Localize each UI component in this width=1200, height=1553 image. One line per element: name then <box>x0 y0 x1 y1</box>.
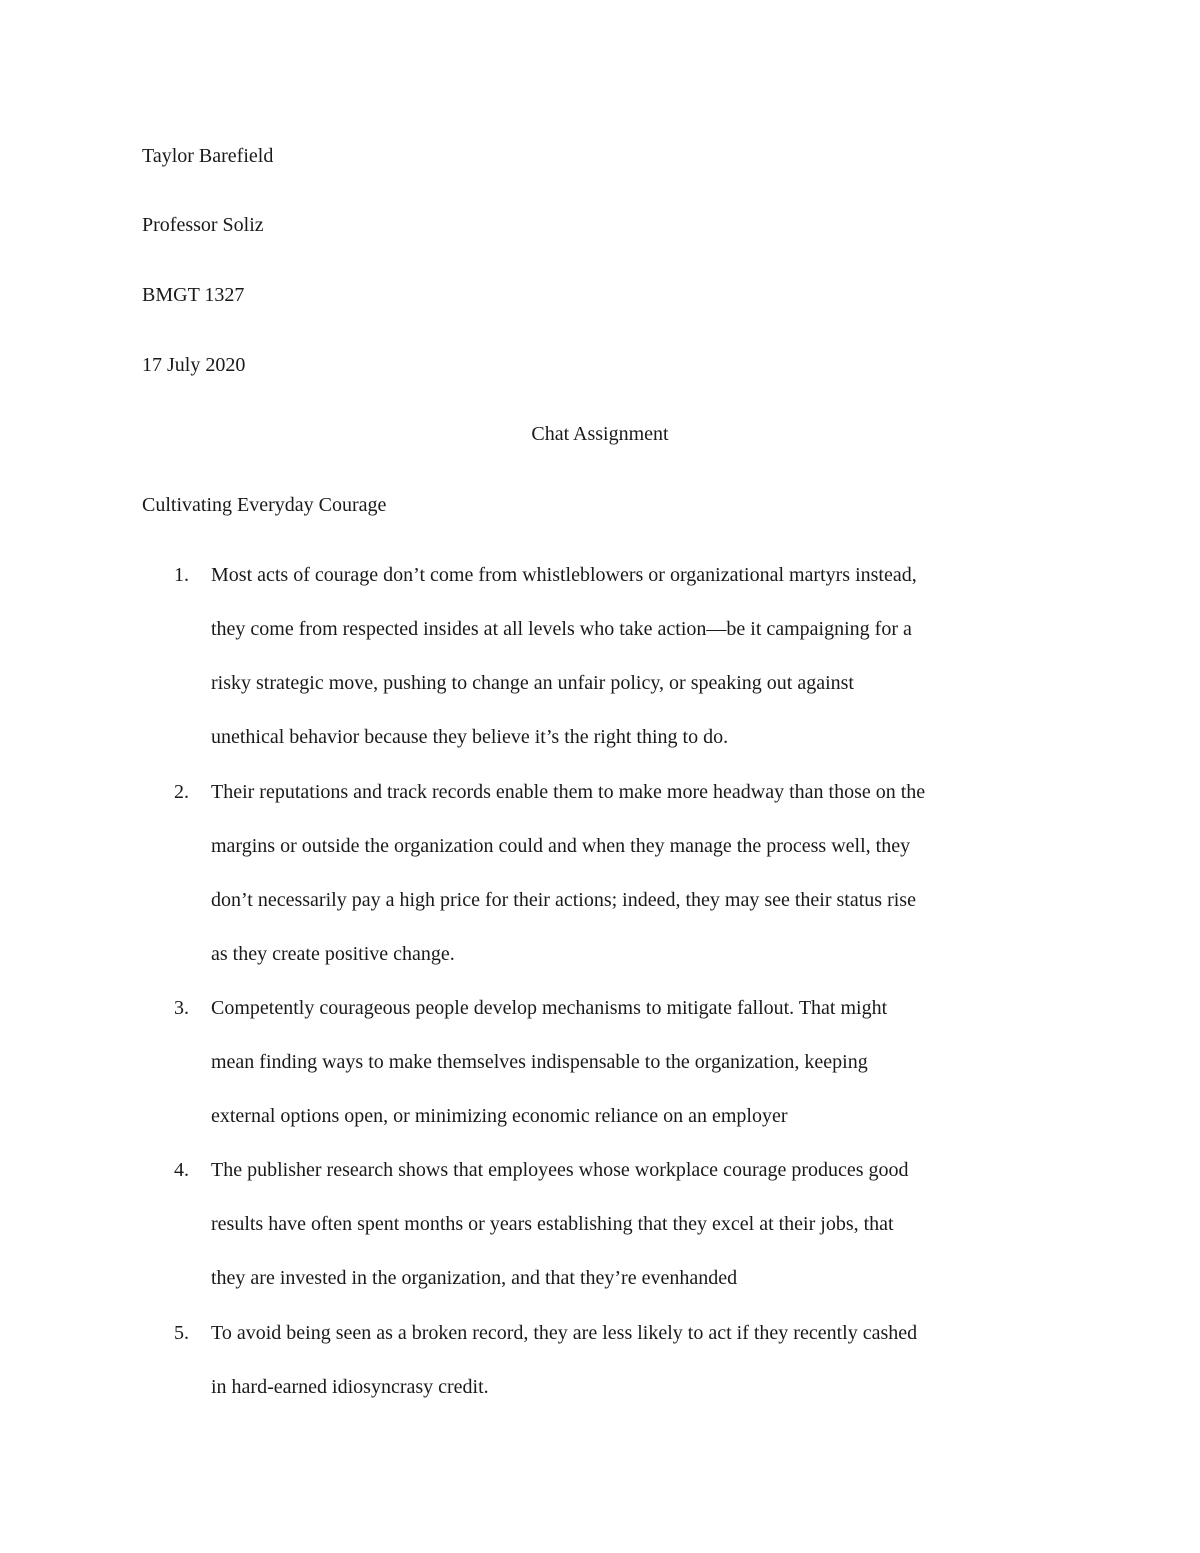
list-item-number: 1. <box>174 564 189 586</box>
list-item-line: results have often spent months or years establishing that they excel at their jobs, that <box>211 1213 894 1235</box>
document-title: Chat Assignment <box>531 423 669 445</box>
list-item-line: mean finding ways to make themselves indispensable to the organization, keeping <box>211 1051 868 1073</box>
list-item-line: To avoid being seen as a broken record, they are less likely to act if they recently cashed <box>211 1322 918 1344</box>
list-item-line: Their reputations and track records enable them to make more headway than those on the <box>211 781 926 803</box>
list-item-number: 3. <box>174 997 189 1019</box>
list-item-number: 5. <box>174 1322 189 1344</box>
list-item-line: The publisher research shows that employees whose workplace courage produces good <box>211 1159 909 1181</box>
list-item-number: 4. <box>174 1159 189 1181</box>
list-item-number: 2. <box>174 781 189 803</box>
list-item-line: Competently courageous people develop mechanisms to mitigate fallout. That might <box>211 997 888 1019</box>
list-item-line: unethical behavior because they believe it’s the right thing to do. <box>211 726 729 748</box>
list-item-line: Most acts of courage don’t come from whistleblowers or organizational martyrs instead, <box>211 564 917 586</box>
course-code: BMGT 1327 <box>142 284 245 306</box>
list-item-line: as they create positive change. <box>211 943 455 965</box>
professor-name: Professor Soliz <box>142 214 264 236</box>
list-item-line: they are invested in the organization, and that they’re evenhanded <box>211 1267 738 1289</box>
list-item-line: don’t necessarily pay a high price for their actions; indeed, they may see their status rise <box>211 889 916 911</box>
date-line: 17 July 2020 <box>142 354 246 376</box>
student-name: Taylor Barefield <box>142 145 274 167</box>
list-item-line: risky strategic move, pushing to change an unfair policy, or speaking out against <box>211 672 854 694</box>
section-heading: Cultivating Everyday Courage <box>142 494 387 516</box>
list-item-line: external options open, or minimizing economic reliance on an employer <box>211 1105 788 1127</box>
list-item-line: margins or outside the organization could and when they manage the process well, they <box>211 835 911 857</box>
list-item-line: they come from respected insides at all levels who take action—be it campaigning for a <box>211 618 912 640</box>
list-item-line: in hard-earned idiosyncrasy credit. <box>211 1376 489 1398</box>
